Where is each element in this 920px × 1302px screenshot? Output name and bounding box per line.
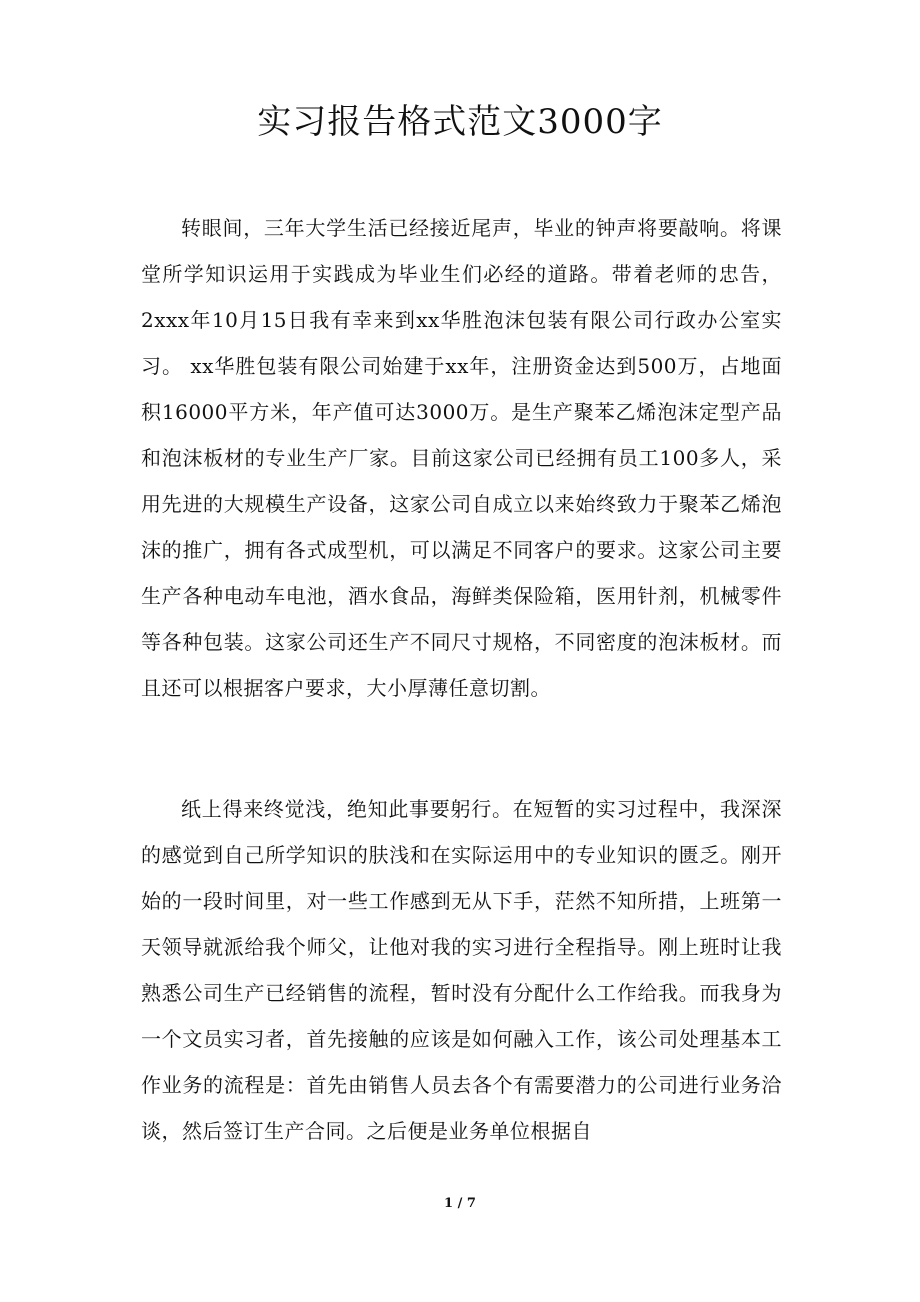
document-title: 实习报告格式范文3000字 <box>257 102 663 142</box>
paragraph-2: 纸上得来终觉浅，绝知此事要躬行。在短暂的实习过程中，我深深的感觉到自己所学知识的肤浅和在实际运用中的专业知识的匮乏。刚开始的一段时间里，对一些工作感到无从下手，茫然不知所措，上班第一天领导就派给我个师父，让他对我的实习进行全程指导。刚上班时让我熟悉公司生产已经销售的流程，暂时没有分配什么工作给我。而我身为一个文员实习者，首先接触的应该是如何融入工作，该公司处理基本工作业务的流程是：首先由销售人员去各个有需要潜力的公司进行业务洽谈，然后签订生产合同。之后便是业务单位根据自 <box>141 797 782 1143</box>
paragraph-1: 转眼间，三年大学生活已经接近尾声，毕业的钟声将要敲响。将课堂所学知识运用于实践成为毕业生们必经的道路。带着老师的忠告，2xxx年10月15日我有幸来到xx华胜泡沫包装有限公司行政办公室实习。 xx华胜包装有限公司始建于xx年，注册资金达到500万，占地面积16000平方米，年产值可达3000万。是生产聚苯乙烯泡沫定型产品和泡沫板材的专业生产厂家。目前这家公司已经拥有员工100多人，采用先进的大规模生产设备，这家公司自成立以来始终致力于聚苯乙烯泡沫的推广，拥有各式成型机，可以满足不同客户的要求。这家公司主要生产各种电动车电池，酒水食品，海鲜类保险箱，医用针剂，机械零件等各种包装。这家公司还生产不同尺寸规格，不同密度的泡沫板材。而且还可以根据客户要求，大小厚薄任意切割。 <box>141 216 782 700</box>
page-number: 1 / 7 <box>444 1196 476 1211</box>
